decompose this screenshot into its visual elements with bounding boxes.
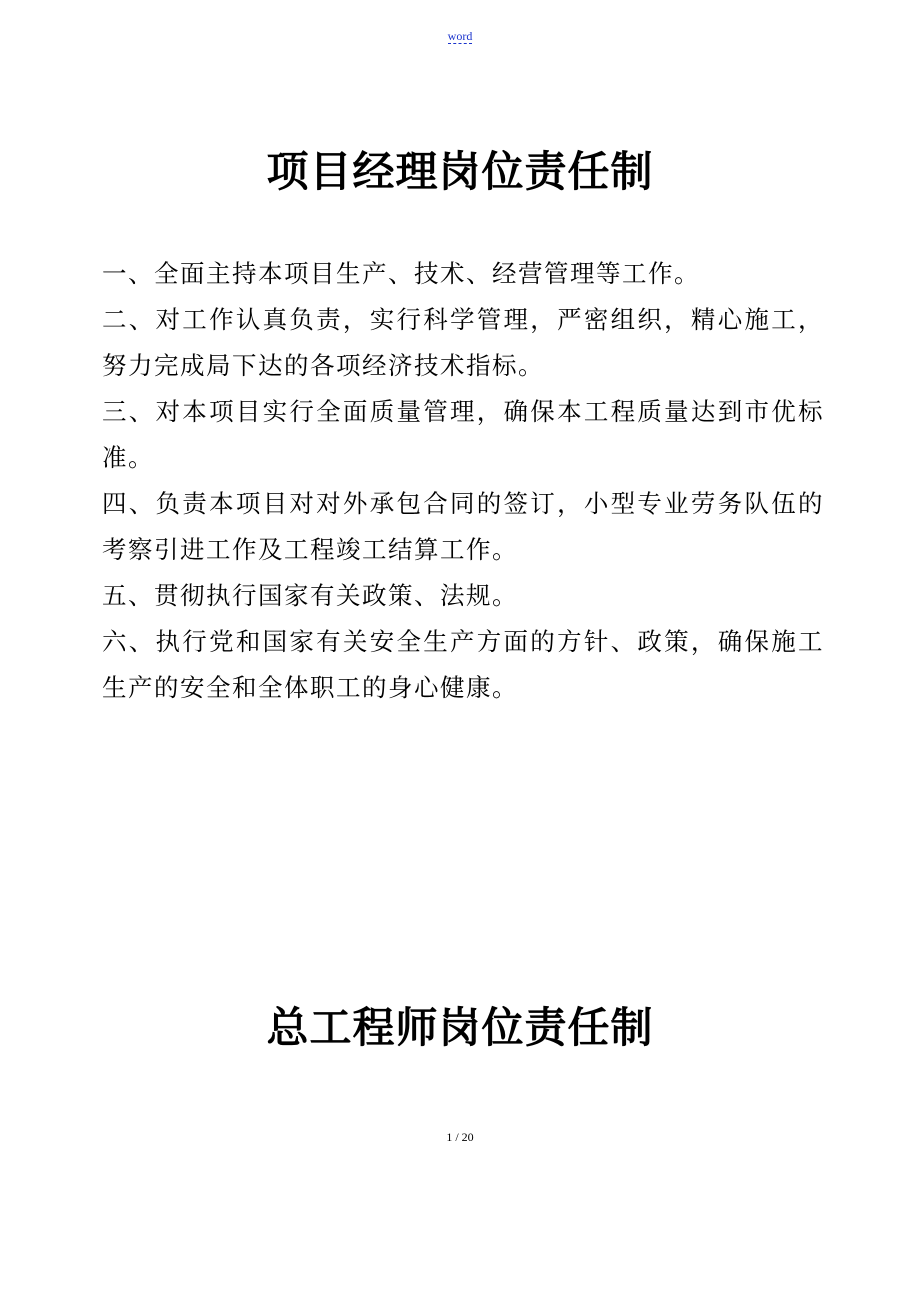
clause-list — [102, 251, 824, 711]
clause-item: 二、对工作认真负责，实行科学管理，严密组织，精心施工，努力完成局下达的各项经济技术指标。 — [102, 305, 824, 380]
clause-item: 一、全面主持本项目生产、技术、经营管理等工作。 — [102, 259, 700, 288]
section-title-chief-engineer: 总工程师岗位责任制 — [266, 1003, 654, 1052]
section-title-project-manager: 项目经理岗位责任制 — [266, 147, 654, 196]
page-header — [0, 29, 920, 43]
clause-item: 四、负责本项目对对外承包合同的签订，小型专业劳务队伍的考察引进工作及工程竣工结算工作。 — [102, 489, 824, 564]
page-number: 1 / 20 — [446, 1130, 474, 1144]
header-word-link[interactable]: word — [447, 29, 473, 43]
clause-item: 六、执行党和国家有关安全生产方面的方针、政策，确保施工生产的安全和全体职工的身心健康。 — [102, 627, 824, 702]
clause-item: 五、贯彻执行国家有关政策、法规。 — [102, 581, 518, 610]
clause-item: 三、对本项目实行全面质量管理，确保本工程质量达到市优标准。 — [102, 397, 824, 472]
